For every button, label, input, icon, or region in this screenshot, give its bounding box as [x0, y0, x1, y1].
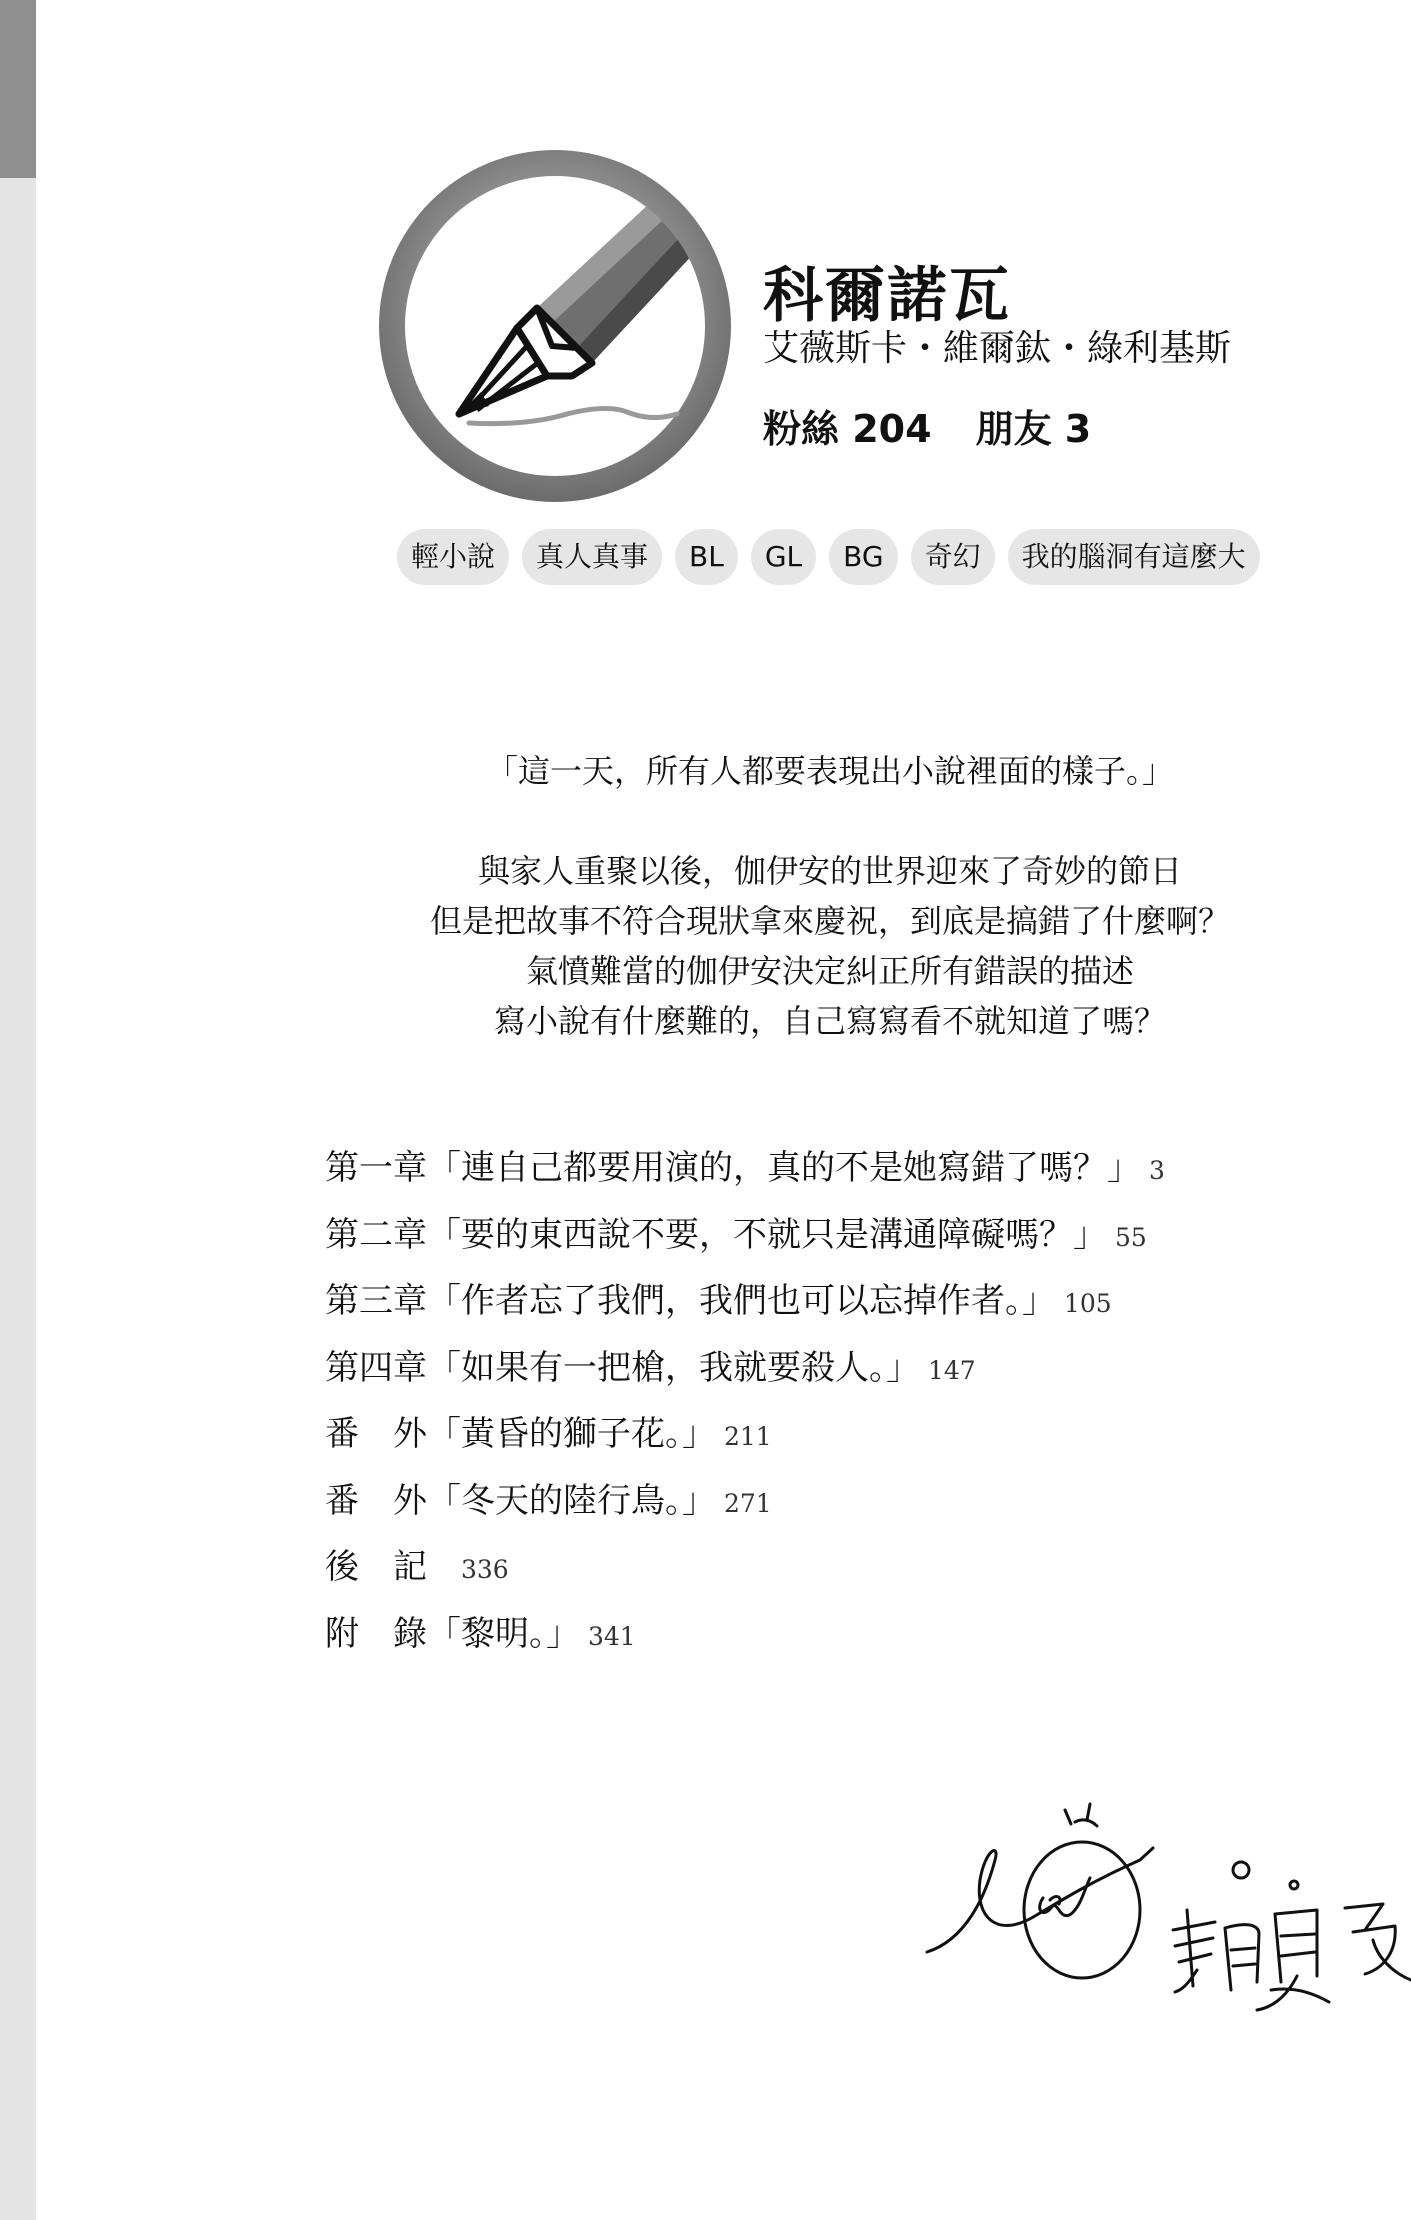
page-edge-tab — [0, 0, 36, 178]
toc-page-number: 271 — [724, 1488, 772, 1518]
author-subtitle: 艾薇斯卡・維爾鈦・綠利基斯 — [763, 328, 1232, 369]
toc-page-number: 336 — [461, 1555, 509, 1584]
toc-entry[interactable] — [325, 1273, 1165, 1340]
blurb-line: 寫小說有什麼難的，自己寫寫看不就知道了嗎？ — [493, 1002, 1166, 1040]
toc-label: 第四章 — [325, 1347, 427, 1388]
toc-entry[interactable] — [325, 1340, 1165, 1407]
toc-label: 番外 — [325, 1480, 461, 1521]
toc-entry[interactable] — [325, 1207, 1165, 1274]
toc-title: 「連自己都要用演的，真的不是她寫錯了嗎？」 — [427, 1148, 1141, 1188]
toc-page-number: 3 — [1149, 1156, 1165, 1185]
tag-chip[interactable]: GL — [751, 529, 816, 585]
blurb-quote: 「這一天，所有人都要表現出小說裡面的樣子。」 — [485, 752, 1174, 790]
toc-page-number: 341 — [588, 1621, 636, 1651]
author-name: 科爾諾瓦 — [763, 261, 1011, 331]
tag-chip[interactable]: BG — [829, 529, 897, 585]
toc-title: 「要的東西說不要，不就只是溝通障礙嗎？」 — [427, 1214, 1107, 1255]
toc-label: 番外 — [325, 1414, 461, 1454]
toc-entry[interactable] — [325, 1473, 1165, 1540]
blurb-line: 與家人重聚以後，伽伊安的世界迎來了奇妙的節日 — [477, 852, 1182, 890]
toc-title: 「黃昏的獅子花。」 — [427, 1414, 716, 1454]
toc-label: 第三章 — [325, 1281, 427, 1321]
toc-title: 「如果有一把槍，我就要殺人。」 — [427, 1347, 920, 1388]
friends-count: 朋友 3 — [975, 407, 1092, 451]
toc-page-number: 55 — [1115, 1222, 1147, 1252]
toc-label: 第二章 — [325, 1214, 427, 1255]
toc-entry[interactable] — [325, 1539, 1165, 1606]
toc-label: 附錄 — [325, 1613, 461, 1654]
author-signature — [925, 1790, 1411, 2030]
toc-entry[interactable] — [325, 1140, 1165, 1207]
tag-chip[interactable]: 我的腦洞有這麼大 — [1008, 529, 1260, 585]
author-stats — [763, 398, 1091, 453]
fans-count: 粉絲 204 — [763, 407, 932, 451]
pencil-avatar-icon — [377, 148, 733, 504]
toc-entry[interactable] — [325, 1606, 1165, 1673]
toc-page-number: 211 — [724, 1422, 772, 1451]
toc-label: 後記 — [325, 1547, 461, 1587]
toc-page-number: 105 — [1064, 1289, 1112, 1318]
page-edge-strip — [0, 0, 36, 2220]
toc-title: 「冬天的陸行鳥。」 — [427, 1480, 716, 1521]
blurb-line: 但是把故事不符合現狀拿來慶祝，到底是搞錯了什麼啊？ — [429, 902, 1230, 940]
tag-chip[interactable]: BL — [675, 529, 738, 585]
toc-label: 第一章 — [325, 1148, 427, 1188]
toc-title: 「黎明。」 — [427, 1613, 580, 1654]
toc-entry[interactable] — [325, 1406, 1165, 1473]
tag-chip[interactable]: 奇幻 — [911, 529, 995, 585]
toc-page-number: 147 — [928, 1355, 976, 1385]
toc-title: 「作者忘了我們，我們也可以忘掉作者。」 — [427, 1281, 1056, 1321]
table-of-contents — [325, 1140, 1165, 1672]
tag-chip[interactable]: 真人真事 — [522, 529, 662, 585]
tag-list — [397, 529, 1260, 585]
blurb-line: 氣憤難當的伽伊安決定糾正所有錯誤的描述 — [525, 952, 1134, 990]
tag-chip[interactable]: 輕小說 — [397, 529, 509, 585]
